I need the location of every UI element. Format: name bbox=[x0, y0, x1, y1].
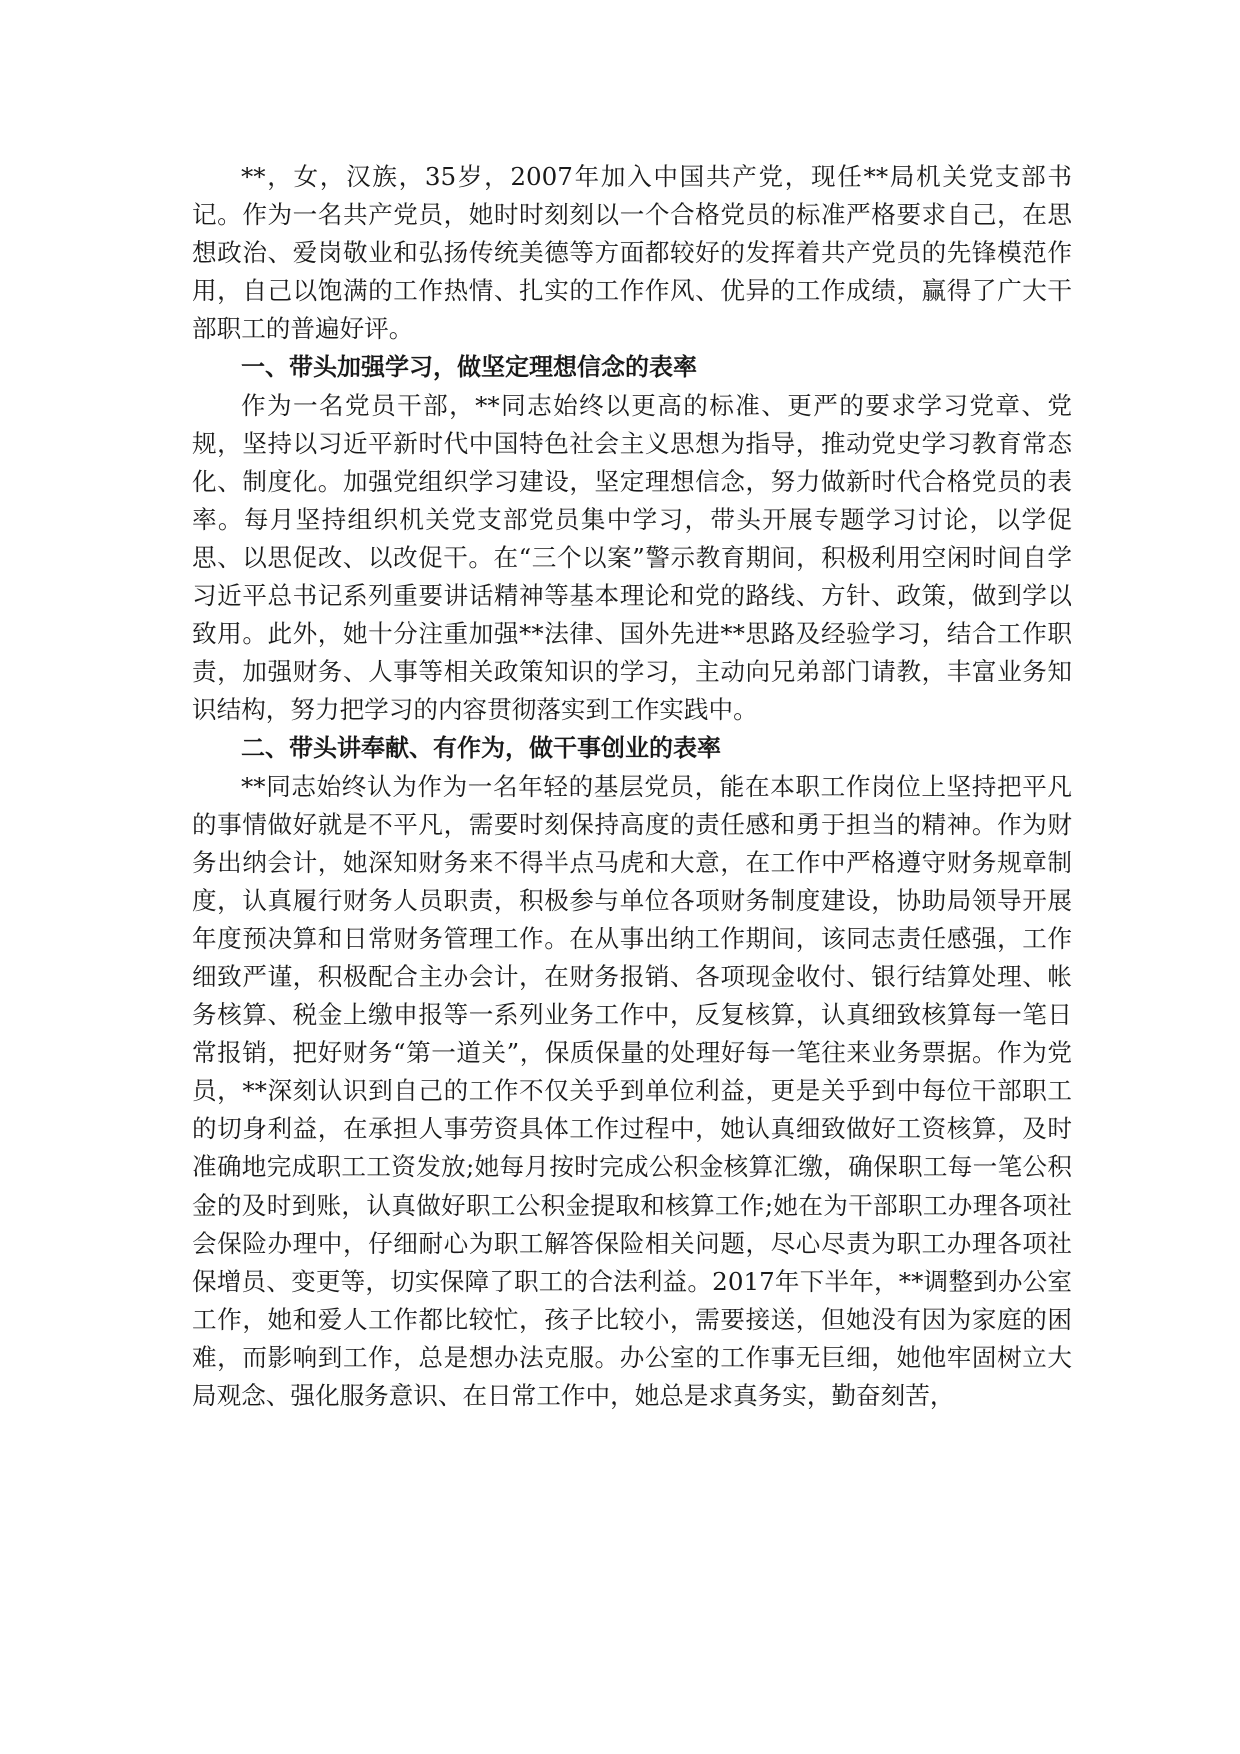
section-1-paragraph: 作为一名党员干部，**同志始终以更高的标准、更严的要求学习党章、党规，坚持以习近平新时代中国特色社会主义思想为指导，推动党史学习教育常态化、制度化。加强党组织学习建设，坚定理想信念，努力做新时代合格党员的表率。每月坚持组织机关党支部党员集中学习，带头开展专题学习讨论，以学促思、以思促改、以改促干。在“三个以案”警示教育期间，积极利用空闲时间自学习近平总书记系列重要讲话精神等基本理论和党的路线、方针、政策，做到学以致用。此外，她十分注重加强**法律、国外先进**思路及经验学习，结合工作职责，加强财务、人事等相关政策知识的学习，主动向兄弟部门请教，丰富业务知识结构，努力把学习的内容贯彻落实到工作实践中。 bbox=[192, 390, 1072, 725]
intro-paragraph: **，女，汉族，35岁，2007年加入中国共产党，现任**局机关党支部书记。作为一名共产党员，她时时刻刻以一个合格党员的标准严格要求自己，在思想政治、爱岗敬业和弘扬传统美德等方面都较好的发挥着共产党员的先锋模范作用，自己以饱满的工作热情、扎实的工作作风、优异的工作成绩，赢得了广大干部职工的普遍好评。 bbox=[192, 162, 1072, 344]
document-body bbox=[192, 158, 1072, 1415]
section-2-heading: 二、带头讲奉献、有作为，做干事创业的表率 bbox=[241, 734, 721, 763]
section-1-heading: 一、带头加强学习，做坚定理想信念的表率 bbox=[241, 353, 697, 382]
section-2-paragraph: **同志始终认为作为一名年轻的基层党员，能在本职工作岗位上坚持把平凡的事情做好就是不平凡，需要时刻保持高度的责任感和勇于担当的精神。作为财务出纳会计，她深知财务来不得半点马虎和大意，在工作中严格遵守财务规章制度，认真履行财务人员职责，积极参与单位各项财务制度建设，协助局领导开展年度预决算和日常财务管理工作。在从事出纳工作期间，该同志责任感强，工作细致严谨，积极配合主办会计，在财务报销、各项现金收付、银行结算处理、帐务核算、税金上缴申报等一系列业务工作中，反复核算，认真细致核算每一笔日常报销，把好财务“第一道关”，保质保量的处理好每一笔往来业务票据。作为党员，**深刻认识到自己的工作不仅关乎到单位利益，更是关乎到中每位干部职工的切身利益，在承担人事劳资具体工作过程中，她认真细致做好工资核算，及时准确地完成职工工资发放;她每月按时完成公积金核算汇缴，确保职工每一笔公积金的及时到账，认真做好职工公积金提取和核算工作;她在为干部职工办理各项社会保险办理中，仔细耐心为职工解答保险相关问题，尽心尽责为职工办理各项社保增员、变更等，切实保障了职工的合法利益。2017年下半年，**调整到办公室工作，她和爱人工作都比较忙，孩子比较小，需要接送，但她没有因为家庭的困难，而影响到工作，总是想办法克服。办公室的工作事无巨细，她他牢固树立大局观念、强化服务意识、在日常工作中，她总是求真务实，勤奋刻苦， bbox=[192, 771, 1072, 1410]
